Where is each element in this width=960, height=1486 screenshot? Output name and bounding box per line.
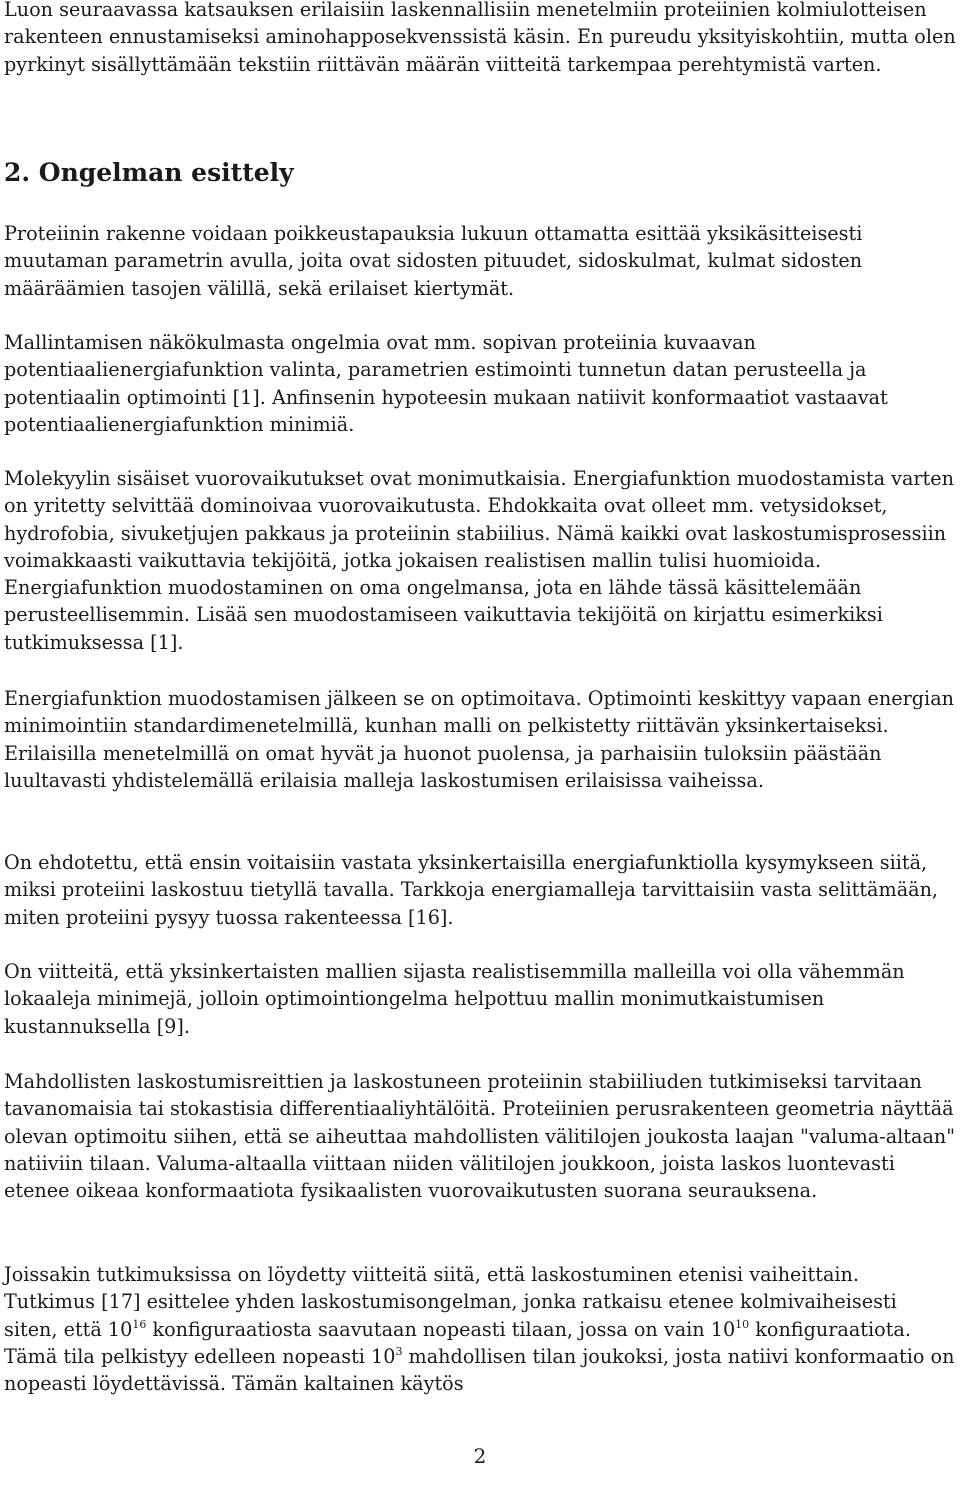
exponent-10: 10	[735, 1317, 750, 1331]
paragraph-8	[4, 1261, 956, 1397]
exponent-3: 3	[395, 1344, 403, 1358]
paragraph-6: On viitteitä, että yksinkertaisten mallien sijasta realistisemmilla malleilla voi olla vähemmän lokaaleja minimejä, jolloin optimointiongelma helpottuu mallin monimutkaistumisen kustannuksella [9].	[4, 960, 905, 1038]
paragraph-8-text-d: mahdollisen tilan joukoksi, josta natiivi konformaatio on nopeasti löydettävissä. Tämän kaltainen käytös	[4, 1344, 955, 1396]
paragraph-5: On ehdotettu, että ensin voitaisiin vastata yksinkertaisilla energiafunktiolla kysymykseen siitä, miksi proteiini laskostuu tietyllä tavalla. Tarkkoja energiamalleja tarvittaisiin vasta selittämään, miten proteiini pysyy tuossa rakenteessa [16].	[4, 851, 939, 929]
paragraph-8-text-b: konfiguraatiosta saavutaan nopeasti tilaan, jossa on vain 10	[146, 1317, 736, 1341]
paragraph-7: Mahdollisten laskostumisreittien ja laskostuneen proteiinin stabiiliuden tutkimiseksi tarvitaan tavanomaisia tai stokastisia differentiaaliyhtälöitä. Proteiinien perusrakenteen geometria näyttää olevan optimoitu siihen, että se aiheuttaa mahdollisten välitilojen joukosta laajan "valuma-altaan" natiiviin tilaan. Valuma-altaalla viittaan niiden välitilojen joukkoon, joista laskos luontevasti etenee oikeaa konformaatiota fysikaalisten vuorovaikutusten suorana seurauksena.	[4, 1070, 956, 1203]
paragraph-2: Mallintamisen näkökulmasta ongelmia ovat mm. sopivan proteiinia kuvaavan potentiaalienergiafunktion valinta, parametrien estimointi tunnetun datan perusteella ja potentiaalin optimointi [1]. Anfinsenin hypoteesin mukaan natiivit konformaatiot vastaavat potentiaalienergiafunktion minimiä.	[4, 331, 888, 436]
paragraph-4: Energiafunktion muodostamisen jälkeen se on optimoitava. Optimointi keskittyy vapaan energian minimointiin standardimenetelmillä, kunhan malli on pelkistetty riittävän yksinkertaiseksi. Erilaisilla menetelmillä on omat hyvät ja huonot puolensa, ja parhaisiin tuloksiin päästään luultavasti yhdistelemällä erilaisia malleja laskostumisen erilaisissa vaiheissa.	[4, 687, 954, 792]
paragraph-8-text-a: Joissakin tutkimuksissa on löydetty viitteitä siitä, että laskostuminen etenisi vaiheittain. Tutkimus [17] esittelee yhden laskostumisongelman, jonka ratkaisu etenee kolmivaiheisesti siten, että 10	[4, 1263, 897, 1341]
paragraph-1: Proteiinin rakenne voidaan poikkeustapauksia lukuun ottamatta esittää yksikäsitteisesti muutaman parametrin avulla, joita ovat sidosten pituudet, sidoskulmat, kulmat sidosten määräämien tasojen välillä, sekä erilaiset kiertymät.	[4, 222, 863, 300]
paragraph-3: Molekyylin sisäiset vuorovaikutukset ovat monimutkaisia. Energiafunktion muodostamista varten on yritetty selvittää dominoivaa vuorovaikutusta. Ehdokkaita ovat olleet mm. vetysidokset, hydrofobia, sivuketjujen pakkaus ja proteiinin stabiilius. Nämä kaikki ovat laskostumisprosessiin voimakkaasti vaikuttavia tekijöitä, jotka jokaisen realistisen mallin tulisi huomioida. Energiafunktion muodostaminen on oma ongelmansa, jota en lähde tässä käsittelemään perusteellisemmin. Lisää sen muodostamiseen vaikuttavia tekijöitä on kirjattu esimerkiksi tutkimuksessa [1].	[4, 467, 954, 654]
section-heading: 2. Ongelman esittely	[4, 158, 294, 187]
exponent-16: 16	[132, 1317, 147, 1331]
page-number: 2	[473, 1444, 487, 1468]
paragraph-8-text-c: konfiguraatiota. Tämä tila pelkistyy edelleen nopeasti 10	[4, 1317, 911, 1368]
intro-paragraph: Luon seuraavassa katsauksen erilaisiin laskennallisiin menetelmiin proteiinien kolmiulotteisen rakenteen ennustamiseksi aminohapposekvenssistä käsin. En pureudu yksityiskohtiin, mutta olen pyrkinyt sisällyttämään tekstiin riittävän määrän viitteitä tarkempaa perehtymistä varten.	[4, 0, 956, 76]
